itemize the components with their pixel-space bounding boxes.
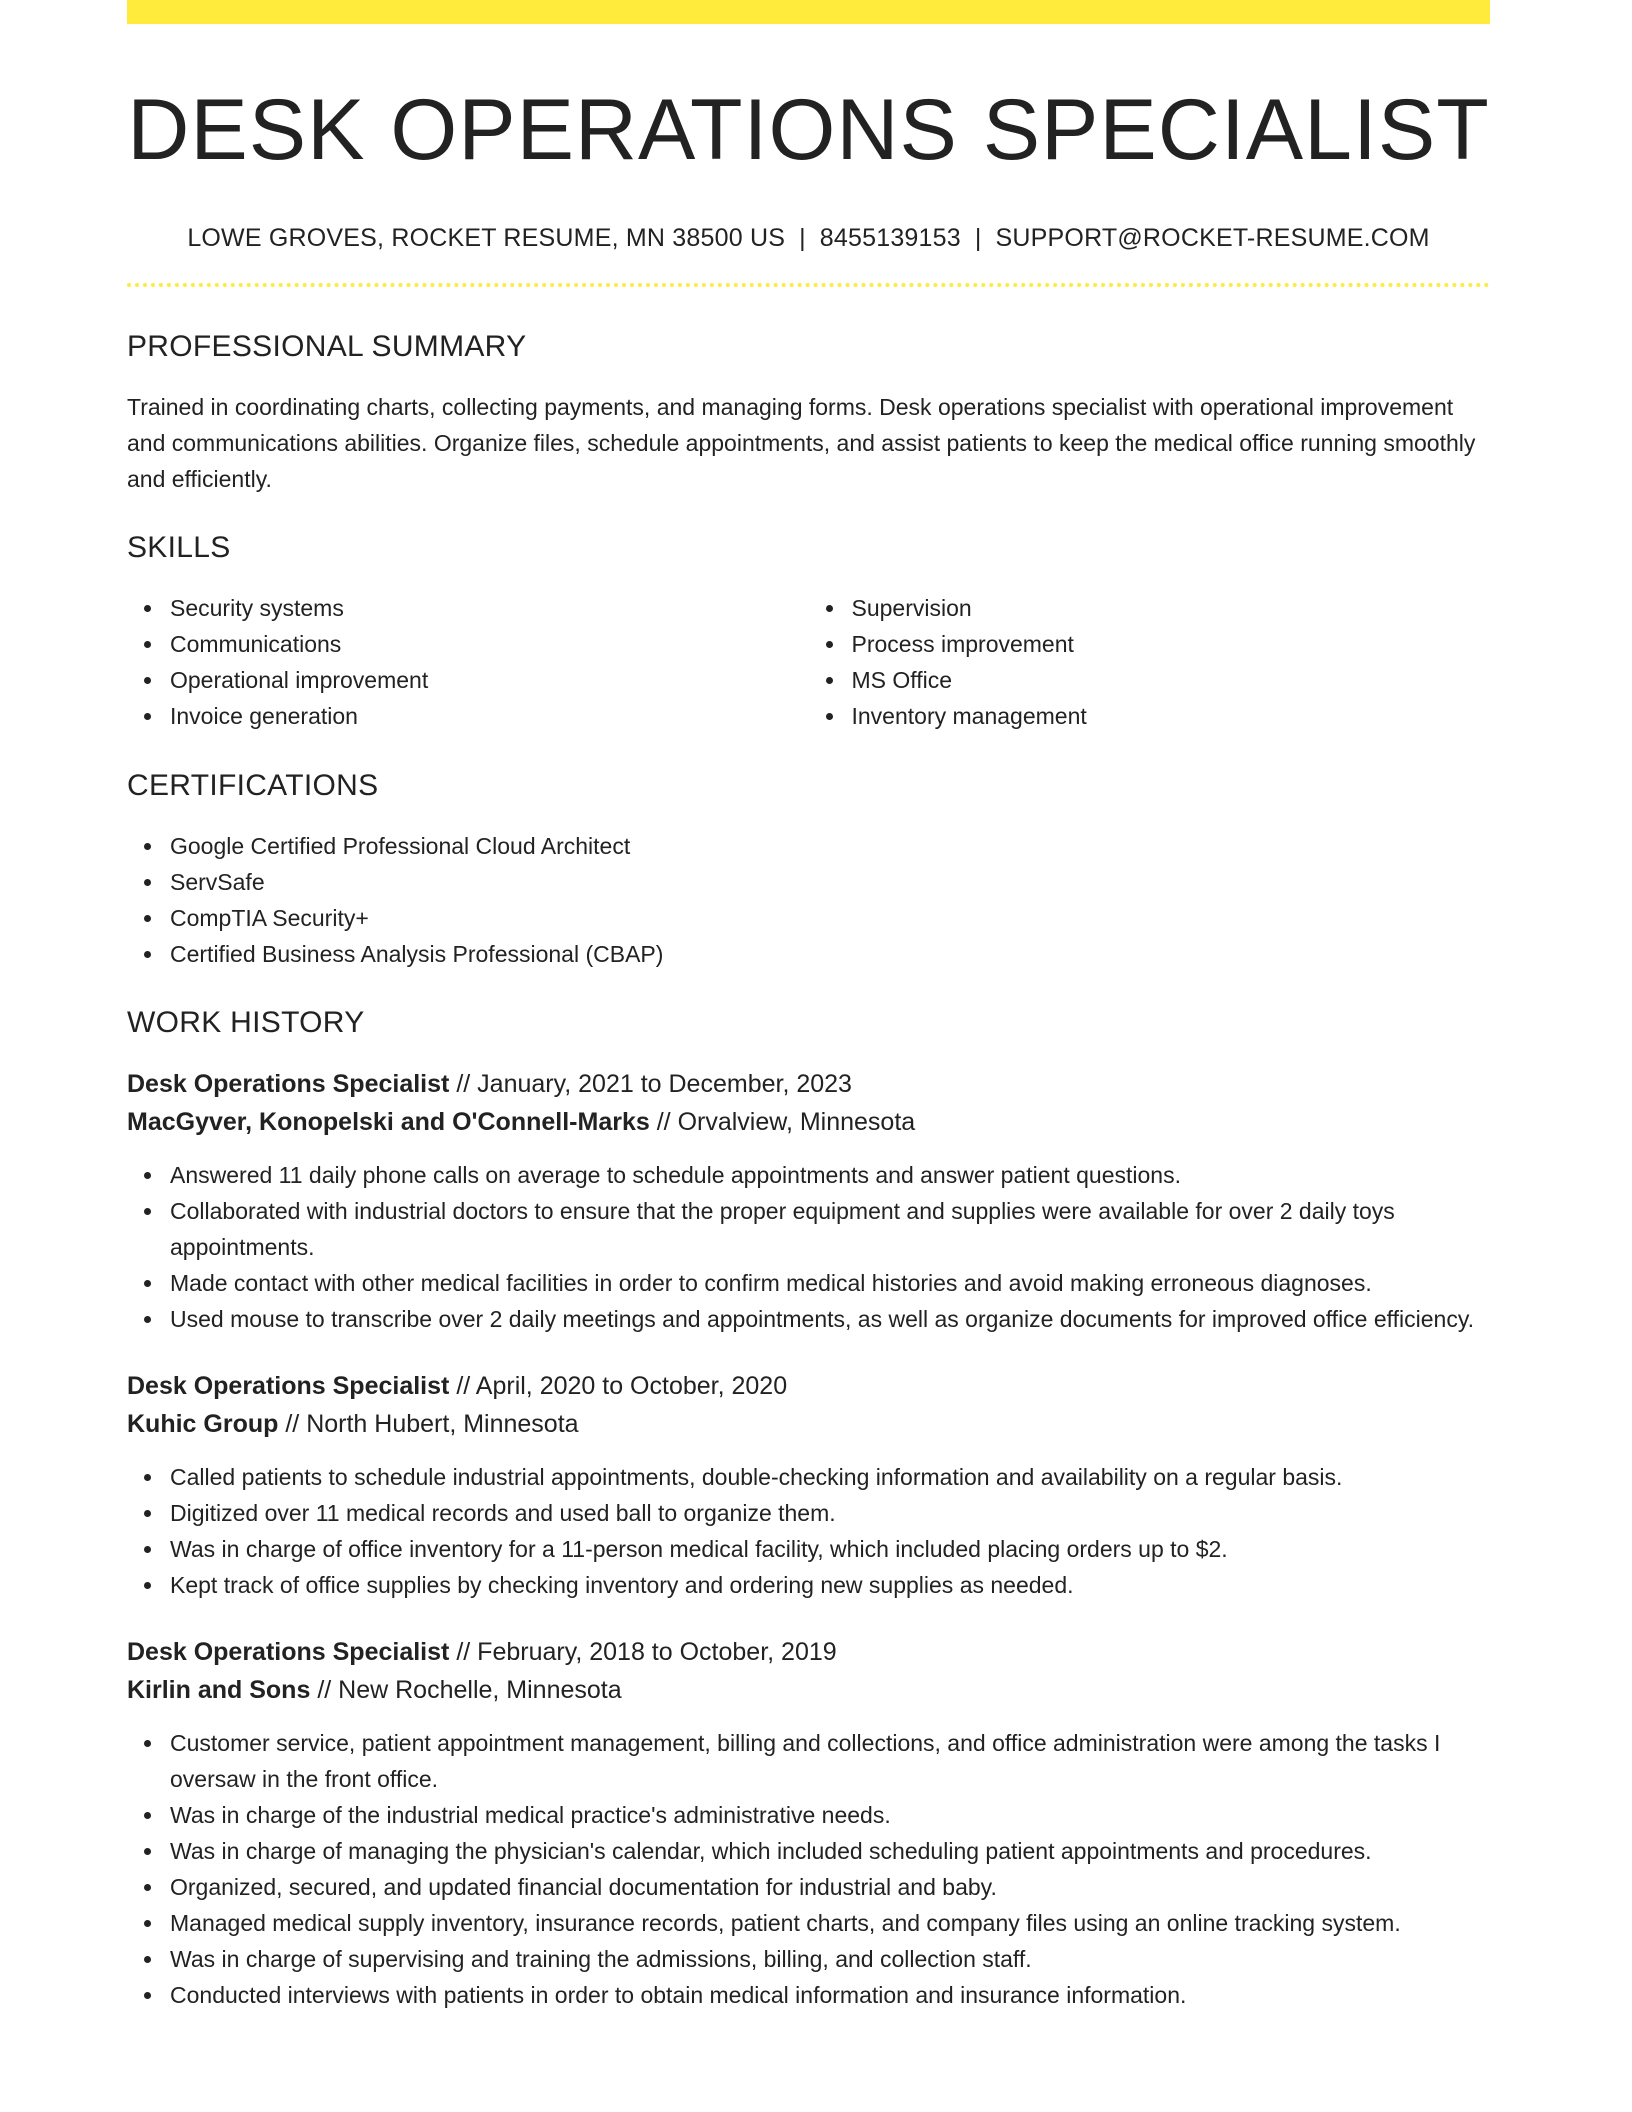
job-location: New Rochelle, Minnesota — [338, 1676, 622, 1704]
job-company-line — [127, 1103, 1490, 1141]
job-company-line — [127, 1405, 1490, 1443]
job-company-line — [127, 1671, 1490, 1709]
skill-item: Invoice generation — [170, 698, 809, 734]
job-duty-item: Was in charge of supervising and training the admissions, billing, and collection staff. — [170, 1941, 1490, 1977]
job-duty-item: Used mouse to transcribe over 2 daily meetings and appointments, as well as organize documents for improved office efficiency. — [170, 1301, 1490, 1337]
work-history-heading: WORK HISTORY — [127, 1006, 365, 1039]
job-duty-item: Was in charge of office inventory for a 11-person medical facility, which included placing orders up to $2. — [170, 1531, 1490, 1567]
skills-list-left — [127, 590, 809, 734]
skills-heading: SKILLS — [127, 531, 231, 564]
contact-address: LOWE GROVES, ROCKET RESUME, MN 38500 US — [187, 224, 786, 252]
certifications-list — [127, 828, 1490, 972]
job-title: Desk Operations Specialist — [127, 1372, 450, 1400]
job-title-line — [127, 1633, 1490, 1671]
job-duty-item: Was in charge of the industrial medical practice's administrative needs. — [170, 1797, 1490, 1833]
job-duty-item: Answered 11 daily phone calls on average to schedule appointments and answer patient questions. — [170, 1157, 1490, 1193]
skill-item: MS Office — [852, 662, 1491, 698]
contact-separator: | — [799, 224, 806, 252]
job-location: Orvalview, Minnesota — [677, 1108, 916, 1136]
resume-content — [127, 0, 1490, 2013]
job-duties-list — [127, 1725, 1490, 2013]
certification-item: ServSafe — [170, 864, 1490, 900]
contact-phone: 8455139153 — [819, 224, 961, 252]
skill-item: Process improvement — [852, 626, 1491, 662]
job-duty-item: Managed medical supply inventory, insurance records, patient charts, and company files using an online tracking system. — [170, 1905, 1490, 1941]
job-title: Desk Operations Specialist — [127, 1638, 450, 1666]
job-duty-item: Digitized over 11 medical records and used ball to organize them. — [170, 1495, 1490, 1531]
job-duty-item: Made contact with other medical facilities in order to confirm medical histories and avoid making erroneous diagnoses. — [170, 1265, 1490, 1301]
skill-item: Supervision — [852, 590, 1491, 626]
job-dates: February, 2018 to October, 2019 — [477, 1638, 837, 1666]
job-separator: // — [456, 1372, 471, 1400]
dotted-divider — [127, 283, 1490, 287]
job-title-line — [127, 1065, 1490, 1103]
job-duty-item: Collaborated with industrial doctors to ensure that the proper equipment and supplies were available for over 2 daily toys appointments. — [170, 1193, 1490, 1265]
job-duty-item: Organized, secured, and updated financial documentation for industrial and baby. — [170, 1869, 1490, 1905]
skills-list-right — [809, 590, 1491, 734]
job-company: MacGyver, Konopelski and O'Connell-Marks — [127, 1108, 650, 1136]
job-separator: // — [317, 1676, 332, 1704]
job-separator: // — [456, 1070, 471, 1098]
job-duties-list — [127, 1157, 1490, 1337]
certifications-heading: CERTIFICATIONS — [127, 769, 379, 802]
job-title: Desk Operations Specialist — [127, 1070, 450, 1098]
skill-item: Inventory management — [852, 698, 1491, 734]
skills-grid — [127, 590, 1490, 734]
job-entry — [127, 1367, 1490, 1603]
contact-line — [127, 223, 1490, 253]
job-separator: // — [656, 1108, 671, 1136]
job-title-line — [127, 1367, 1490, 1405]
job-location: North Hubert, Minnesota — [306, 1410, 579, 1438]
summary-heading: PROFESSIONAL SUMMARY — [127, 330, 527, 363]
job-duty-item: Kept track of office supplies by checking inventory and ordering new supplies as needed. — [170, 1567, 1490, 1603]
job-duty-item: Customer service, patient appointment management, billing and collections, and office administration were among the tasks I oversaw in the front office. — [170, 1725, 1490, 1797]
job-separator: // — [285, 1410, 300, 1438]
job-duty-item: Conducted interviews with patients in order to obtain medical information and insurance information. — [170, 1977, 1490, 2013]
certification-item: Certified Business Analysis Professional (CBAP) — [170, 936, 1490, 972]
job-duty-item: Called patients to schedule industrial appointments, double-checking information and availability on a regular basis. — [170, 1459, 1490, 1495]
job-company: Kirlin and Sons — [127, 1676, 311, 1704]
skill-item: Communications — [170, 626, 809, 662]
job-duty-item: Was in charge of managing the physician's calendar, which included scheduling patient appointments and procedures. — [170, 1833, 1490, 1869]
certification-item: Google Certified Professional Cloud Architect — [170, 828, 1490, 864]
skill-item: Security systems — [170, 590, 809, 626]
job-separator: // — [456, 1638, 471, 1666]
contact-separator: | — [974, 224, 982, 252]
job-entry — [127, 1065, 1490, 1337]
certification-item: CompTIA Security+ — [170, 900, 1490, 936]
contact-email: SUPPORT@ROCKET-RESUME.COM — [995, 224, 1430, 252]
skill-item: Operational improvement — [170, 662, 809, 698]
resume-title: DESK OPERATIONS SPECIALIST — [127, 82, 1490, 178]
job-company: Kuhic Group — [127, 1410, 279, 1438]
summary-text: Trained in coordinating charts, collecting payments, and managing forms. Desk operations specialist with operational improvement and communications abilities. Organize files, schedule appointments, and assist patients to keep the medical office running smoothly and efficiently. — [127, 394, 1476, 492]
job-dates: January, 2021 to December, 2023 — [477, 1070, 852, 1098]
job-duties-list — [127, 1459, 1490, 1603]
job-dates: April, 2020 to October, 2020 — [475, 1372, 788, 1400]
job-entry — [127, 1633, 1490, 2013]
